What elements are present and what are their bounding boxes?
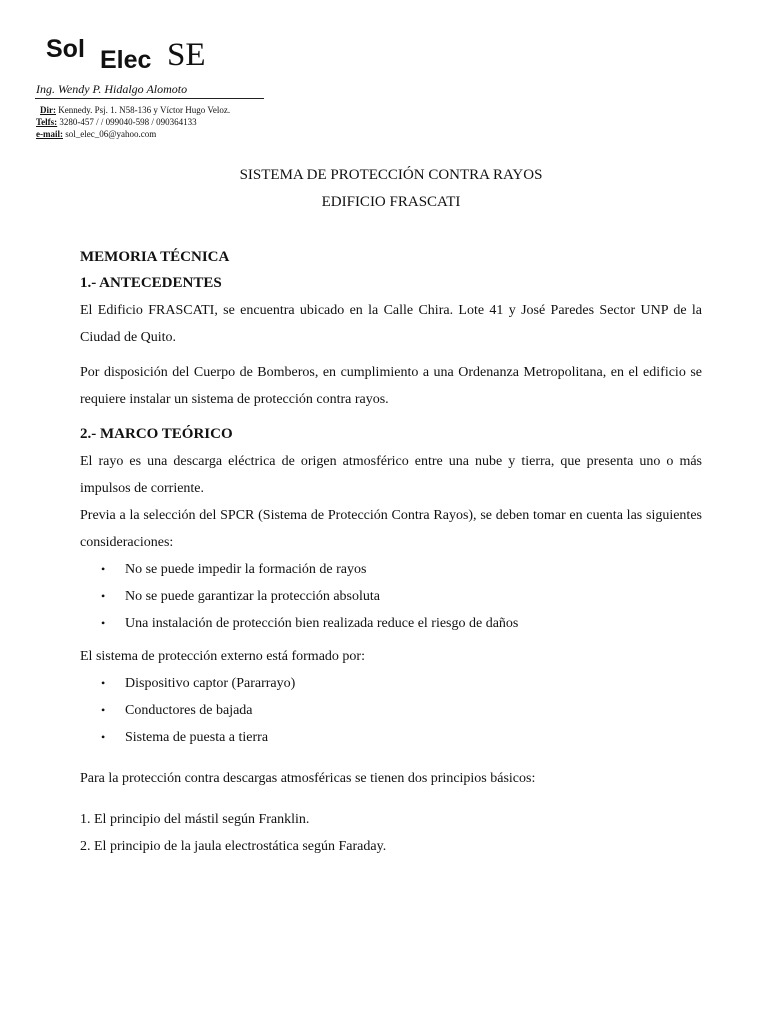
address-value: Kennedy. Psj. 1. N58-136 y Víctor Hugo Veloz. bbox=[56, 105, 231, 115]
lightning-definition-paragraph: El rayo es una descarga eléctrica de origen atmosférico entre una nube y tierra, que presenta uno o más impulsos de corriente. bbox=[80, 454, 702, 496]
contact-address bbox=[40, 104, 230, 116]
bullet-icon: • bbox=[101, 676, 106, 690]
engineer-name: Ing. Wendy P. Hidalgo Alomoto bbox=[36, 82, 188, 96]
bullet-icon: • bbox=[101, 589, 106, 603]
list-item-text: No se puede impedir la formación de rayos bbox=[125, 562, 367, 577]
phones-label: Telfs: bbox=[36, 117, 58, 127]
antecedentes-heading: 1.- ANTECEDENTES bbox=[80, 275, 222, 291]
principles-intro: Para la protección contra descargas atmosféricas se tienen dos principios básicos: bbox=[80, 771, 536, 786]
list-item bbox=[80, 583, 518, 610]
memoria-heading: MEMORIA TÉCNICA bbox=[80, 249, 230, 265]
marco-heading: 2.- MARCO TEÓRICO bbox=[80, 426, 233, 442]
list-item bbox=[80, 556, 518, 583]
logo-se: SE bbox=[167, 37, 206, 73]
list-item-text: Conductores de bajada bbox=[125, 703, 253, 718]
letterhead-divider bbox=[35, 98, 264, 99]
external-system-intro: El sistema de protección externo está formado por: bbox=[80, 649, 365, 664]
document-title: SISTEMA DE PROTECCIÓN CONTRA RAYOS bbox=[239, 167, 543, 183]
list-item-text: No se puede garantizar la protección absoluta bbox=[125, 589, 381, 604]
logo-elec: Elec bbox=[100, 46, 152, 74]
bullet-icon: • bbox=[101, 730, 106, 744]
principle-faraday: 2. El principio de la jaula electrostática según Faraday. bbox=[80, 839, 387, 854]
location-paragraph: El Edificio FRASCATI, se encuentra ubicado en la Calle Chira. Lote 41 y José Paredes Sector UNP de la Ciudad de Quito. bbox=[80, 303, 702, 345]
list-item bbox=[80, 610, 518, 637]
bullet-icon: • bbox=[101, 703, 106, 717]
list-item-text: Dispositivo captor (Pararrayo) bbox=[125, 676, 296, 691]
list-item-text: Una instalación de protección bien realizada reduce el riesgo de daños bbox=[125, 616, 519, 631]
bullet-icon: • bbox=[101, 562, 106, 576]
address-label: Dir: bbox=[40, 105, 56, 115]
requirement-paragraph: Por disposición del Cuerpo de Bomberos, en cumplimiento a una Ordenanza Metropolitana, en el edificio se requiere instalar un sistema de protección contra rayos. bbox=[80, 365, 702, 407]
email-label: e-mail: bbox=[36, 129, 63, 139]
list-item bbox=[80, 724, 295, 751]
contact-email bbox=[36, 128, 156, 140]
contact-phones bbox=[36, 116, 197, 128]
email-value: sol_elec_06@yahoo.com bbox=[63, 129, 157, 139]
components-list bbox=[80, 670, 295, 751]
bullet-icon: • bbox=[101, 616, 106, 630]
list-item bbox=[80, 697, 295, 724]
logo-sol: Sol bbox=[46, 35, 85, 63]
principle-franklin: 1. El principio del mástil según Franklin. bbox=[80, 812, 310, 827]
spcr-selection-paragraph: Previa a la selección del SPCR (Sistema de Protección Contra Rayos), se deben tomar en cuenta las siguientes consideraciones: bbox=[80, 508, 702, 550]
phones-value: 3280-457 / / 099040-598 / 090364133 bbox=[57, 117, 197, 127]
list-item bbox=[80, 670, 295, 697]
building-title: EDIFICIO FRASCATI bbox=[321, 194, 461, 210]
considerations-list bbox=[80, 556, 518, 637]
list-item-text: Sistema de puesta a tierra bbox=[125, 730, 269, 745]
